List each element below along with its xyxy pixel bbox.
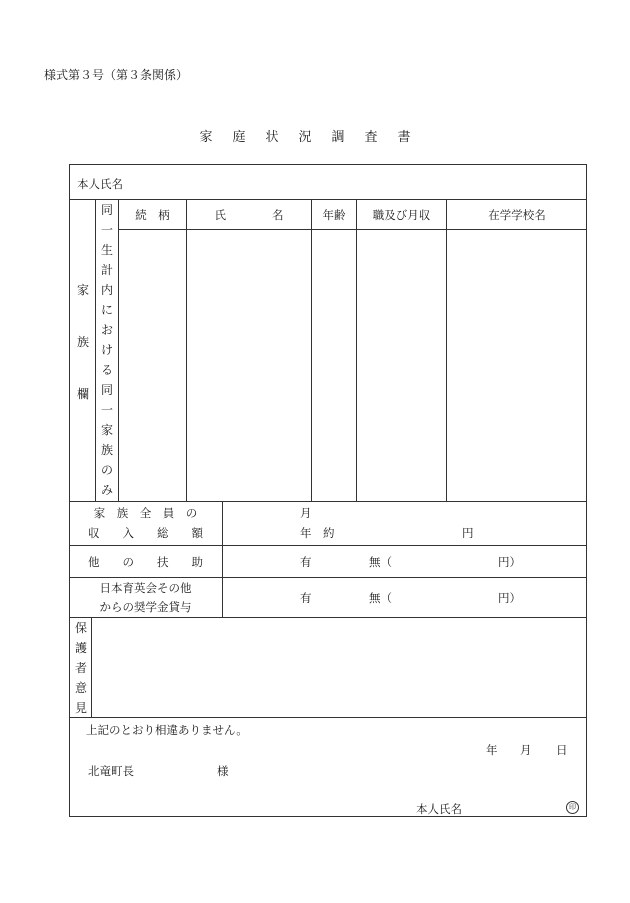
column-header-name: 氏 名 <box>214 208 284 222</box>
line-guardian-label <box>91 617 92 717</box>
other-support-label: 他 の 扶 助 <box>88 555 203 569</box>
family-section-label <box>73 280 93 404</box>
guardian-label-char: 護 <box>74 641 87 655</box>
line-family-header <box>118 229 587 230</box>
scholarship-label-line1: 日本育英会その他 <box>99 581 192 595</box>
note-char: 計 <box>100 263 113 277</box>
column-header-occupation-income: 職及び月収 <box>372 208 431 222</box>
income-yen-label: 円 <box>462 526 474 540</box>
note-char: 一 <box>100 223 113 237</box>
signature-name-label: 本人氏名 <box>416 802 462 816</box>
family-label-char: 家 <box>76 283 89 297</box>
scholarship-no-option: 無（ <box>369 591 392 605</box>
guardian-label-char: 保 <box>74 621 87 635</box>
note-char: 家 <box>100 423 113 437</box>
date-year-label: 年 <box>486 743 498 757</box>
document-title: 家庭状況調査書 <box>199 130 431 145</box>
support-no-option: 無（ <box>369 555 392 569</box>
note-char: 同 <box>100 383 113 397</box>
line-after-scholarship <box>69 617 587 618</box>
addressee: 北竜町長 <box>88 764 134 778</box>
declaration-statement: 上記のとおり相違ありません。 <box>86 723 248 737</box>
applicant-name-label: 本人氏名 <box>77 177 123 191</box>
addressee-honorific: 様 <box>217 764 229 778</box>
income-month-label: 月 <box>300 506 312 520</box>
note-char: お <box>100 323 113 337</box>
line-after-income <box>69 545 587 546</box>
income-annual-label: 年 約 <box>300 526 335 540</box>
note-char: け <box>100 343 113 357</box>
seal-icon: 印 <box>566 801 579 814</box>
note-char: 同 <box>100 203 113 217</box>
note-char: み <box>100 483 113 497</box>
date-day-label: 日 <box>556 743 568 757</box>
line-col-4 <box>446 199 447 501</box>
line-note <box>118 199 119 501</box>
guardian-label-char: 意 <box>74 681 87 695</box>
income-label-line2: 収 入 総 額 <box>88 526 203 540</box>
support-yen-close: 円） <box>498 555 521 569</box>
line-after-family <box>69 501 587 502</box>
note-char: 一 <box>100 403 113 417</box>
guardian-label-char: 者 <box>74 661 87 675</box>
family-label-char: 族 <box>76 335 89 349</box>
scholarship-label-line2: からの奨学金貸与 <box>99 600 192 614</box>
line-col-3 <box>356 199 357 501</box>
date-month-label: 月 <box>520 743 532 757</box>
family-label-char: 欄 <box>76 387 89 401</box>
note-char: の <box>100 463 113 477</box>
line-after-applicant <box>69 199 587 200</box>
line-rows-label <box>222 501 223 617</box>
note-char: 族 <box>100 443 113 457</box>
line-col-1 <box>186 199 187 501</box>
line-col-2 <box>311 199 312 501</box>
note-char: に <box>100 303 113 317</box>
same-household-note <box>97 200 117 500</box>
column-header-school: 在学学校名 <box>488 208 546 222</box>
guardian-label-char: 見 <box>74 701 87 715</box>
income-label-line1: 家 族 全 員 の <box>93 506 198 520</box>
form-frame <box>69 164 587 817</box>
column-header-relationship: 続 柄 <box>135 208 170 222</box>
note-char: 生 <box>100 243 113 257</box>
line-after-support <box>69 577 587 578</box>
line-family-label <box>95 199 96 501</box>
column-header-age: 年齢 <box>322 208 346 222</box>
line-after-guardian <box>69 717 587 718</box>
support-yes-option: 有 <box>300 555 312 569</box>
note-char: る <box>100 363 113 377</box>
note-char: 内 <box>100 283 113 297</box>
guardian-opinion-label <box>71 618 91 718</box>
scholarship-yes-option: 有 <box>300 591 312 605</box>
form-id: 様式第３号（第３条関係） <box>44 68 189 82</box>
scholarship-yen-close: 円） <box>498 591 521 605</box>
